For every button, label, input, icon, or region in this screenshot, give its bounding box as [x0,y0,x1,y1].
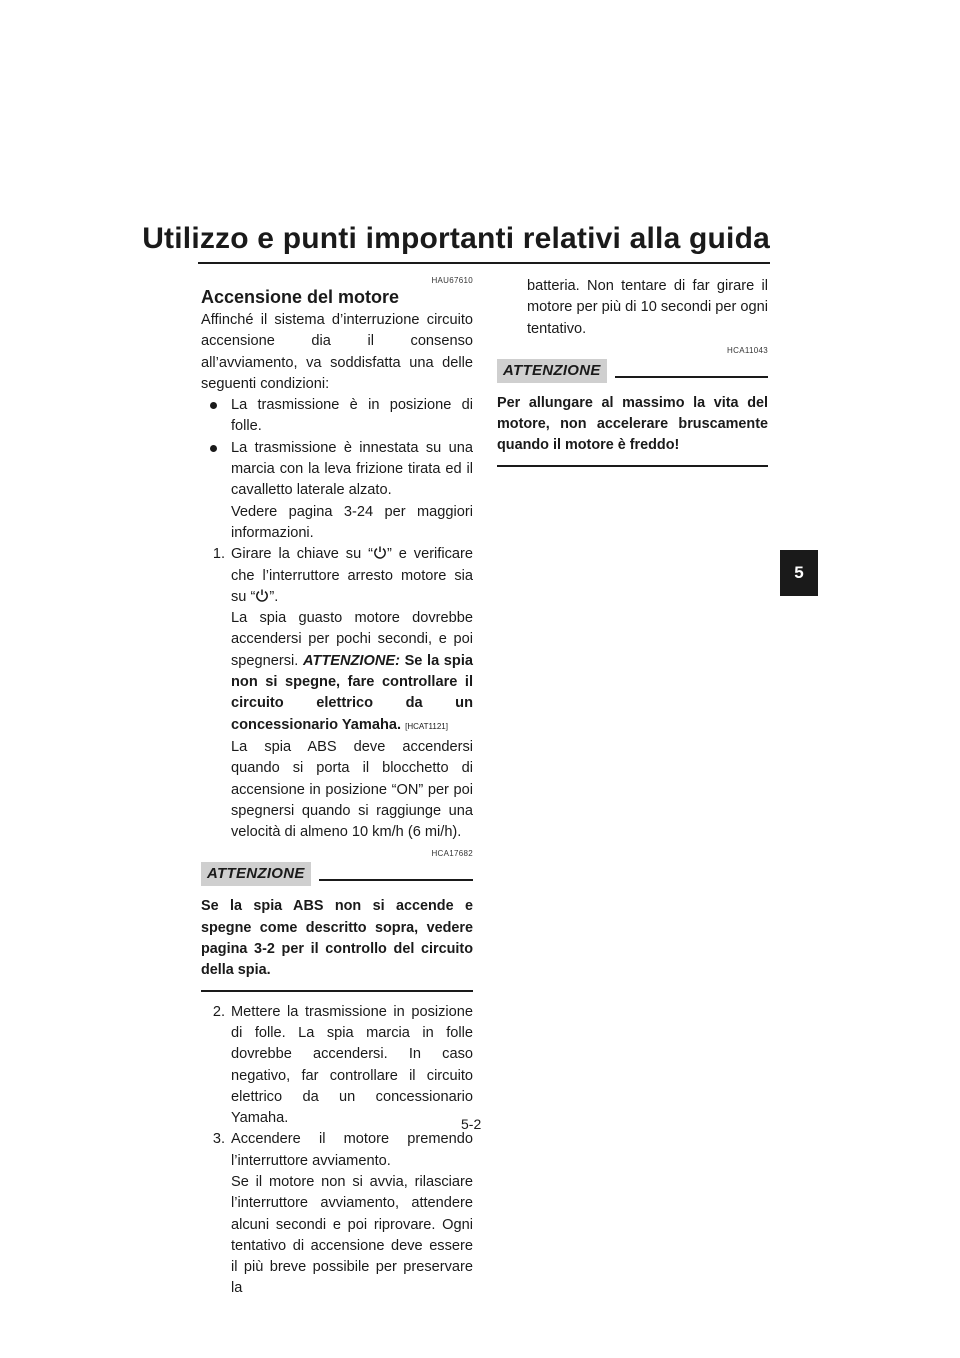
intro-paragraph: Affinché il sistema d’interruzione circuito accensione dia il consenso all’avviamento, va soddisfatta una delle seguenti condizioni: [201,312,473,392]
bullet-dot-icon [210,445,217,452]
continued-text: batteria. Non tentare di far girare il motore per più di 10 secondi per ogni tentativo. [527,278,768,337]
step-number: 1. [212,546,225,563]
section-code: HAU67610 [431,276,473,285]
warning-text: Se la spia ABS non si accende e spegne come descritto sopra, vedere pagina 3-2 per il controllo del circuito della spia. [201,898,473,979]
step-text: ”. [269,588,279,605]
page-header-title: Utilizzo e punti importanti relativi alla guida [142,222,770,255]
warning-rule [319,879,473,881]
step-text: La spia guasto motore dovrebbe accendersi per pochi secondi, e poi spegnersi. [231,610,473,669]
step-3-text [231,1129,473,1299]
caution-ref-code: [HCAT1121] [405,721,448,731]
ignition-on-icon [373,546,387,560]
caution-inline-label: ATTENZIONE: [302,652,400,669]
step-2 [201,1002,473,1130]
caution-inline-text: Se la spia non si spegne, fare controllare il circuito elettrico da un concessionario Yamaha. [231,652,473,733]
step-text: Girare la chiave su “ [231,546,373,563]
chapter-tab: 5 [780,550,818,596]
step-1 [201,544,473,843]
bullet-item [201,395,473,438]
step-text: Accendere il motore premendo l’interruttore avviamento. [231,1131,473,1169]
header-rule [198,262,770,264]
warning-code: HCA11043 [727,345,768,355]
bullet-item [201,438,473,502]
step-2-text: Mettere la trasmissione in posizione di folle. La spia marcia in folle dovrebbe accendersi. In caso negativo, far controllare il circuito elettrico da un concessionario Yamaha. [231,1003,473,1127]
warning-end-rule [497,465,768,467]
bullet-note-text: Vedere pagina 3-24 per maggiori informazioni. [231,503,473,541]
step-1-text [231,544,473,843]
step-text: ” e verificare che l’interruttore arresto motore sia su “ [231,546,473,605]
right-column [497,276,768,467]
left-column [201,276,473,1300]
warning-text: Per allungare al massimo la vita del motore, non accelerare bruscamente quando il motore è freddo! [497,394,768,454]
bullet-text: La trasmissione è in posizione di folle. [231,397,473,435]
section-title: Accensione del motore [201,287,400,307]
bullet-note [201,502,473,545]
step-1-text-3: La spia ABS deve accendersi quando si porta il blocchetto di accensione in posizione “ON” per poi spegnersi quando si raggiunge una velocità di almeno 10 km/h (6 mi/h). [231,738,473,841]
warning-end-rule [201,990,473,992]
bullet-dot-icon [210,402,217,409]
engine-run-icon [255,589,269,603]
warning-label: ATTENZIONE [201,862,311,886]
bullet-text: La trasmissione è innestata su una marcia con la leva frizione tirata ed il cavalletto laterale alzato. [231,439,473,499]
page-number: 5-2 [461,1116,482,1132]
warning-label: ATTENZIONE [497,359,607,383]
step-1-text-2 [231,608,473,737]
step-3 [201,1129,473,1299]
warning-header [497,359,768,383]
warning-rule [615,376,768,378]
step-number: 2. [212,1003,225,1020]
warning-header [201,862,473,886]
step-number: 3. [212,1131,225,1148]
warning-code: HCA17682 [431,849,473,859]
step-text: Se il motore non si avvia, rilasciare l’interruttore avviamento, attendere alcuni secondi e poi riprovare. Ogni tentativo di accensione deve essere il più breve possibile per preservare la [231,1173,473,1297]
